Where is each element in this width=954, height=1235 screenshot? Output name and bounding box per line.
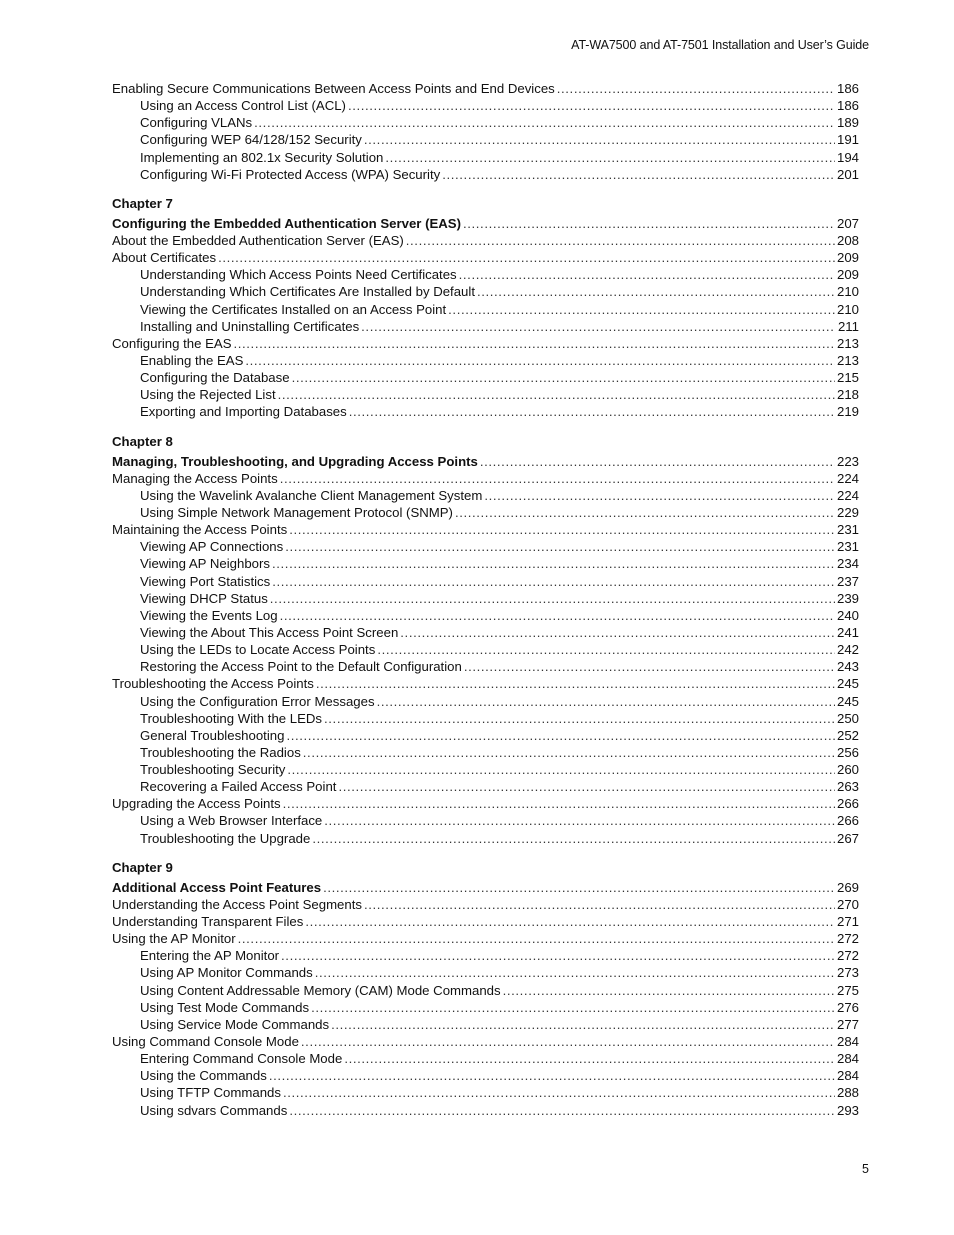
toc-entry-page: 210: [836, 284, 859, 300]
toc-entry-title: Entering Command Console Mode: [140, 1051, 343, 1067]
toc-dot-leader: [557, 80, 835, 97]
toc-entry-page: 241: [836, 624, 859, 640]
toc-entry[interactable]: [112, 812, 859, 829]
toc-chapter-section: [112, 858, 859, 1119]
toc-entry-title: About Certificates: [112, 250, 217, 266]
toc-entry-title: Understanding Transparent Files: [112, 914, 304, 930]
toc-entry-page: 293: [836, 1102, 859, 1118]
toc-dot-leader: [316, 675, 835, 692]
chapter-label: Chapter 7: [112, 195, 173, 211]
toc-entry-title: Additional Access Point Features: [112, 879, 322, 895]
toc-entry[interactable]: [112, 573, 859, 590]
toc-dot-leader: [234, 335, 835, 352]
toc-dot-leader: [377, 641, 835, 658]
toc-entry-page: 237: [836, 573, 859, 589]
toc-entry[interactable]: [112, 1050, 859, 1067]
toc-entry-title: Viewing Port Statistics: [140, 573, 271, 589]
toc-entry-page: 194: [836, 149, 859, 165]
toc-dot-leader: [281, 947, 835, 964]
toc-dot-leader: [269, 1067, 835, 1084]
toc-entry-title: Using the Configuration Error Messages: [140, 693, 375, 709]
toc-dot-leader: [283, 795, 835, 812]
toc-entry-page: 186: [836, 81, 859, 96]
toc-entry-title: Viewing AP Connections: [140, 539, 284, 555]
toc-entry-title: Using the Commands: [140, 1068, 267, 1084]
toc-entry-page: 250: [836, 710, 859, 726]
toc-entry-title: Viewing the About This Access Point Screen: [140, 624, 399, 640]
toc-entry[interactable]: [112, 1084, 859, 1101]
toc-dot-leader: [278, 386, 835, 403]
toc-dot-leader: [480, 453, 835, 470]
toc-entry-page: 229: [836, 504, 859, 520]
toc-dot-leader: [484, 487, 835, 504]
toc-dot-leader: [344, 1050, 835, 1067]
toc-dot-leader: [455, 504, 835, 521]
toc-chapter-section: [112, 432, 859, 847]
toc-dot-leader: [448, 301, 835, 318]
toc-entry[interactable]: [112, 149, 859, 166]
toc-entry-page: 219: [836, 404, 859, 420]
toc-entry[interactable]: [112, 896, 859, 913]
toc-entry-title: Upgrading the Access Points: [112, 796, 281, 812]
toc-entry-title: Understanding the Access Point Segments: [112, 896, 362, 912]
toc-entry-title: Using the AP Monitor: [112, 931, 236, 947]
toc-entry-title: Enabling Secure Communications Between Access Points and End Devices: [112, 81, 555, 96]
toc-entry-page: 266: [836, 813, 859, 829]
toc-dot-leader: [280, 607, 835, 624]
toc-entry-title: Viewing DHCP Status: [140, 590, 268, 606]
toc-entry[interactable]: [112, 624, 859, 641]
toc-entry-page: 275: [836, 982, 859, 998]
toc-entry[interactable]: [112, 97, 859, 114]
toc-dot-leader: [283, 1084, 835, 1101]
toc-dot-leader: [348, 97, 835, 114]
toc-chapter-title-entry[interactable]: [112, 879, 859, 896]
toc-entry[interactable]: [112, 607, 859, 624]
toc-dot-leader: [464, 658, 835, 675]
toc-dot-leader: [254, 114, 835, 131]
toc-dot-leader: [338, 778, 835, 795]
toc-entry-page: 245: [836, 693, 859, 709]
toc-entry-title: Using sdvars Commands: [140, 1102, 288, 1118]
toc-entry-page: 270: [836, 896, 859, 912]
toc-entry-title: Using the Rejected List: [140, 387, 276, 403]
toc-dot-leader: [270, 590, 835, 607]
toc-entry-page: 256: [836, 744, 859, 760]
toc-dot-leader: [245, 352, 835, 369]
toc-dot-leader: [442, 166, 835, 183]
toc-entry-title: Using the LEDs to Locate Access Points: [140, 642, 376, 658]
toc-entry-title: Using Service Mode Commands: [140, 1016, 330, 1032]
toc-dot-leader: [218, 249, 835, 266]
toc-entry[interactable]: [112, 964, 859, 981]
toc-entry[interactable]: [112, 1067, 859, 1084]
toc-entry-title: Implementing an 802.1x Security Solution: [140, 149, 384, 165]
toc-entry[interactable]: [112, 521, 859, 538]
toc-dot-leader: [324, 812, 835, 829]
toc-dot-leader: [289, 521, 835, 538]
toc-entry-page: 191: [836, 132, 859, 148]
toc-chapters: [112, 194, 859, 1119]
chapter-label: Chapter 8: [112, 433, 173, 449]
toc-entry-page: 284: [836, 1068, 859, 1084]
toc-entry-title: Entering the AP Monitor: [140, 948, 280, 964]
toc-entry[interactable]: [112, 232, 859, 249]
toc-entry-page: 276: [836, 999, 859, 1015]
toc-entry-title: Configuring WEP 64/128/152 Security: [140, 132, 362, 148]
toc-entry-page: 272: [836, 931, 859, 947]
toc-entry-title: General Troubleshooting: [140, 727, 285, 743]
toc-entry-page: 272: [836, 948, 859, 964]
toc-entry-page: 207: [836, 215, 859, 231]
toc-entry-title: Viewing AP Neighbors: [140, 556, 271, 572]
toc-entry[interactable]: [112, 131, 859, 148]
toc-entry-page: 186: [836, 98, 859, 114]
toc-entry-title: Troubleshooting Security: [140, 762, 286, 778]
toc-entry-title: Managing the Access Points: [112, 470, 278, 486]
toc-entry-page: 213: [836, 335, 859, 351]
toc-chapter-title-entry[interactable]: [112, 453, 859, 470]
toc-entry[interactable]: [112, 487, 859, 504]
toc-entry-page: 224: [836, 470, 859, 486]
toc-entry[interactable]: [112, 830, 859, 847]
toc-entry-title: Using Content Addressable Memory (CAM) Mode Commands: [140, 982, 501, 998]
toc-entry[interactable]: [112, 982, 859, 999]
toc-entry-page: 263: [836, 779, 859, 795]
toc-dot-leader: [301, 1033, 835, 1050]
toc-entry-page: 218: [836, 387, 859, 403]
toc-chapter-title-entry[interactable]: [112, 215, 859, 232]
toc-dot-leader: [406, 232, 835, 249]
toc-entry-title: Using an Access Control List (ACL): [140, 98, 346, 114]
toc-entry-page: 209: [836, 250, 859, 266]
toc-dot-leader: [364, 131, 835, 148]
toc-entry[interactable]: [112, 778, 859, 795]
toc-entry-title: Using AP Monitor Commands: [140, 965, 313, 981]
toc-entry-title: Using Command Console Mode: [112, 1034, 299, 1050]
toc-entry-title: Using a Web Browser Interface: [140, 813, 323, 829]
toc-entry-title: Exporting and Importing Databases: [140, 404, 347, 420]
toc-entry-title: Viewing the Certificates Installed on an Access Point: [140, 301, 447, 317]
toc-entry-page: 277: [836, 1016, 859, 1032]
toc-entry-page: 231: [836, 522, 859, 538]
toc-dot-leader: [503, 982, 835, 999]
toc-entry[interactable]: [112, 470, 859, 487]
toc-entry-title: Using the Wavelink Avalanche Client Management System: [140, 487, 483, 503]
toc-dot-leader: [272, 555, 835, 572]
toc-dot-leader: [311, 999, 835, 1016]
toc-entry-page: 269: [836, 879, 859, 895]
toc-entry-title: Understanding Which Access Points Need Certificates: [140, 267, 457, 283]
toc-dot-leader: [280, 470, 835, 487]
toc-entry-page: 208: [836, 232, 859, 248]
toc-entry[interactable]: [112, 266, 859, 283]
toc-entry-title: Troubleshooting With the LEDs: [140, 710, 323, 726]
toc-entry[interactable]: [112, 658, 859, 675]
toc-dot-leader: [361, 318, 835, 335]
toc-dot-leader: [292, 369, 835, 386]
toc-entry[interactable]: [112, 249, 859, 266]
toc-entry-page: 240: [836, 607, 859, 623]
toc-entry[interactable]: [112, 641, 859, 658]
toc-entry-title: Configuring the Embedded Authentication Server (EAS): [112, 215, 461, 231]
toc-entry-title: Viewing the Events Log: [140, 607, 278, 623]
toc-entry-title: Maintaining the Access Points: [112, 522, 288, 538]
toc-entry-page: 189: [836, 115, 859, 131]
toc-dot-leader: [303, 744, 835, 761]
toc-dot-leader: [285, 538, 835, 555]
toc-dot-leader: [315, 964, 835, 981]
toc-entry[interactable]: [112, 352, 859, 369]
toc-entry-page: 242: [836, 642, 859, 658]
toc-entry[interactable]: [112, 947, 859, 964]
toc-entry[interactable]: [112, 744, 859, 761]
toc-entry-page: 234: [836, 556, 859, 572]
toc-entry[interactable]: [112, 114, 859, 131]
toc-entry-title: Troubleshooting the Upgrade: [140, 830, 311, 846]
toc-entry-title: Installing and Uninstalling Certificates: [140, 318, 360, 334]
toc-entry-page: 284: [836, 1051, 859, 1067]
toc-entry-page: 245: [836, 676, 859, 692]
toc-dot-leader: [349, 403, 835, 420]
toc-entry[interactable]: [112, 761, 859, 778]
toc-dot-leader: [324, 710, 835, 727]
toc-entry-page: 273: [836, 965, 859, 981]
toc-entry-page: 210: [836, 301, 859, 317]
toc-entry[interactable]: [112, 504, 859, 521]
toc-entry-title: Managing, Troubleshooting, and Upgrading Access Points: [112, 453, 478, 469]
toc-entry-title: Restoring the Access Point to the Default Configuration: [140, 659, 462, 675]
toc-entry[interactable]: [112, 1102, 859, 1119]
toc-dot-leader: [238, 930, 835, 947]
toc-entry-page: 215: [836, 370, 859, 386]
toc-entry[interactable]: [112, 166, 859, 183]
toc-entry-page: 284: [836, 1034, 859, 1050]
toc-dot-leader: [323, 879, 835, 896]
toc-dot-leader: [305, 913, 835, 930]
toc-dot-leader: [289, 1102, 835, 1119]
running-header: AT-WA7500 and AT-7501 Installation and User’s Guide: [571, 38, 869, 52]
toc-entry[interactable]: [112, 930, 859, 947]
toc-entry[interactable]: [112, 710, 859, 727]
toc-entry-page: 201: [836, 166, 859, 182]
toc-entry-page: 231: [836, 539, 859, 555]
toc-entry-title: Enabling the EAS: [140, 352, 244, 368]
toc-dot-leader: [377, 693, 835, 710]
toc-dot-leader: [463, 215, 835, 232]
toc-entry[interactable]: [112, 675, 859, 692]
toc-dot-leader: [287, 761, 835, 778]
toc-entry-page: 243: [836, 659, 859, 675]
page-number: 5: [862, 1162, 869, 1176]
toc-entry-title: Recovering a Failed Access Point: [140, 779, 337, 795]
toc-entry-page: 239: [836, 590, 859, 606]
toc-entry[interactable]: [112, 727, 859, 744]
table-of-contents: [112, 80, 859, 1119]
toc-entry-page: 209: [836, 267, 859, 283]
toc-entry-page: 223: [836, 453, 859, 469]
toc-entry-title: Configuring the EAS: [112, 335, 232, 351]
toc-entry[interactable]: [112, 1016, 859, 1033]
chapter-label: Chapter 9: [112, 859, 173, 875]
toc-dot-leader: [477, 283, 835, 300]
toc-entry[interactable]: [112, 403, 859, 420]
toc-dot-leader: [364, 896, 835, 913]
toc-entry-page: 224: [836, 487, 859, 503]
toc-entry[interactable]: [112, 693, 859, 710]
toc-entry[interactable]: [112, 318, 859, 335]
toc-entry[interactable]: [112, 555, 859, 572]
toc-dot-leader: [331, 1016, 835, 1033]
toc-entry-title: Using Simple Network Management Protocol (SNMP): [140, 504, 453, 520]
toc-dot-leader: [400, 624, 835, 641]
toc-entry[interactable]: [112, 301, 859, 318]
toc-entry-page: 211: [837, 318, 859, 334]
toc-entry[interactable]: [112, 283, 859, 300]
toc-entry-page: 288: [836, 1085, 859, 1101]
toc-entry-title: Configuring VLANs: [140, 115, 253, 131]
toc-chapter-section: [112, 194, 859, 421]
toc-entry-title: Using Test Mode Commands: [140, 999, 310, 1015]
toc-entry-title: Configuring the Database: [140, 370, 290, 386]
toc-entry[interactable]: [112, 335, 859, 352]
toc-entry-page: 213: [836, 352, 859, 368]
toc-entry[interactable]: [112, 386, 859, 403]
toc-entry[interactable]: [112, 795, 859, 812]
toc-dot-leader: [385, 149, 835, 166]
toc-entry-title: Using TFTP Commands: [140, 1085, 281, 1101]
toc-dot-leader: [286, 727, 835, 744]
toc-entry-title: Troubleshooting the Radios: [140, 744, 301, 760]
toc-entry[interactable]: [112, 1033, 859, 1050]
toc-entry[interactable]: [112, 80, 859, 97]
toc-entry[interactable]: [112, 999, 859, 1016]
toc-dot-leader: [272, 573, 835, 590]
toc-entry-page: 260: [836, 762, 859, 778]
toc-entry-title: Understanding Which Certificates Are Installed by Default: [140, 284, 475, 300]
toc-entry-page: 267: [836, 830, 859, 846]
toc-pre-section: [112, 80, 859, 183]
toc-entry[interactable]: [112, 590, 859, 607]
toc-entry-title: About the Embedded Authentication Server (EAS): [112, 232, 404, 248]
toc-entry[interactable]: [112, 538, 859, 555]
toc-entry[interactable]: [112, 913, 859, 930]
toc-entry-title: Configuring Wi-Fi Protected Access (WPA) Security: [140, 166, 441, 182]
toc-entry-title: Troubleshooting the Access Points: [112, 676, 314, 692]
toc-entry[interactable]: [112, 369, 859, 386]
toc-dot-leader: [459, 266, 835, 283]
toc-entry-page: 252: [836, 727, 859, 743]
toc-entry-page: 266: [836, 796, 859, 812]
toc-entry-page: 271: [836, 914, 859, 930]
toc-dot-leader: [312, 830, 835, 847]
